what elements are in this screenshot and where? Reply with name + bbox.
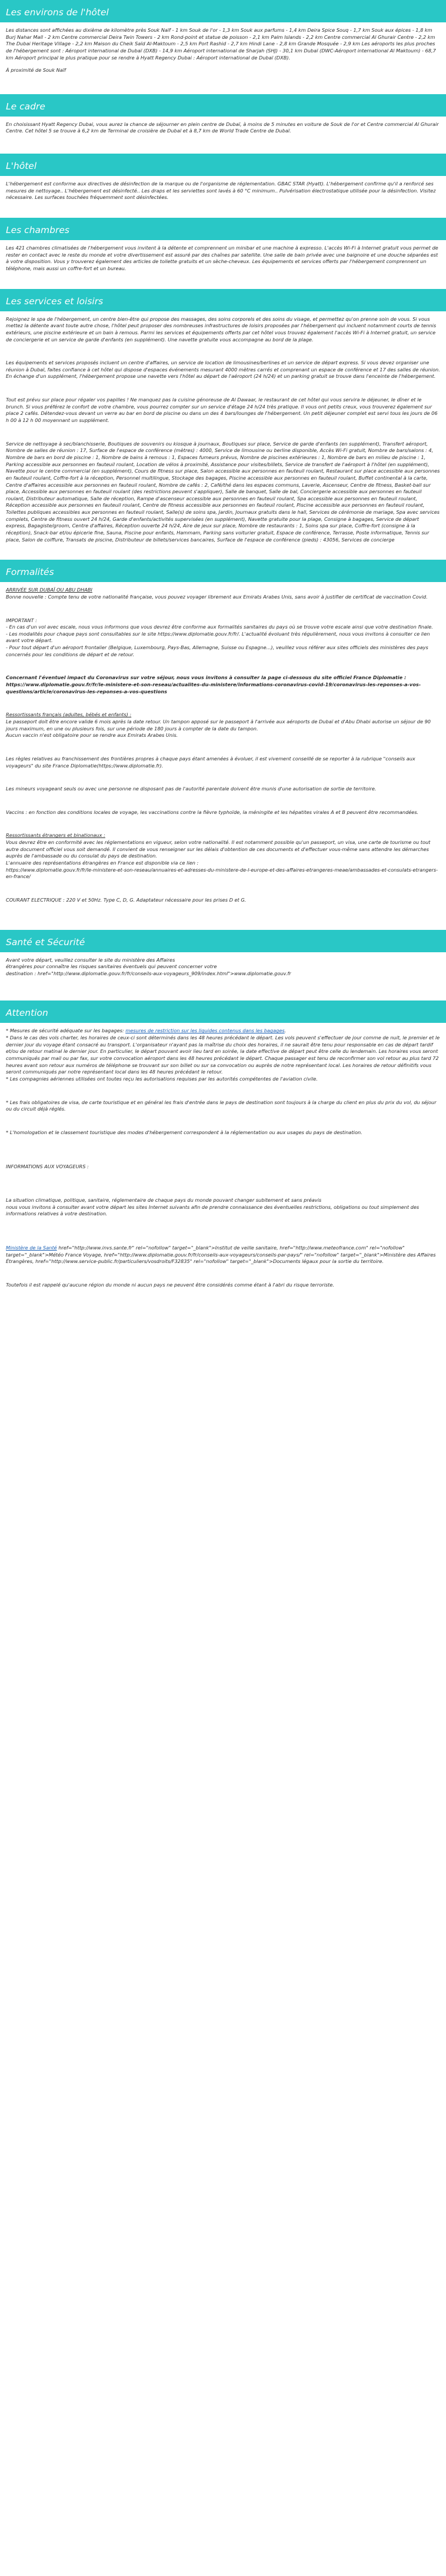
- uae-text: Bonne nouvelle : Compte tenu de votre nationalité française, vous pouvez voyager librement aux Emirats Arabes Unis, sans avoir à justifier de certificat de vaccination Covid.: [6, 593, 428, 600]
- services-paragraph-2: Les équipements et services proposés incluent un centre d'affaires, un service de location de limousines/berlines et un service de départ express. Si vous devez organiser une réunion à Dubaï, faites confiance à cet hôtel qui dispose d'espaces événements mesurant 4000 mètres carrés et comprenant un espace de conférence et 17 des salles de réunion. En échange d'un supplément, l'hébergement propose une navette vers l'hôtel au départ de l'aéroport (24 h/24) et un parking gratuit se trouve dans l'enceinte de l'hébergement.: [6, 360, 442, 380]
- section-title-cadre: Le cadre: [0, 94, 446, 117]
- attention-paragraph-2: * Les frais obligatoires de visa, de carte touristique et en général les frais d'entrée dans le pays de destination sont toujours à la charge du client en plus du prix du vol, du séjour ou du circuit déjà réglés.: [6, 1099, 438, 1112]
- ministere-sante-link[interactable]: Ministère de la Santé: [6, 1245, 57, 1251]
- section-hotel: [0, 154, 446, 214]
- coronavirus-notice: Concernant l'éventuel impact du Coronavirus sur votre séjour, nous vous invitons à consulter la page ci-dessous du site officiel France Diplomatie : https://www.diplomatie.gouv.fr/fr/le-ministere-et-son-reseau/actualites-du-ministere/informations-coronavirus-covid-19/coronavirus-les-reponses-a-vos-questions/article/coronavirus-les-reponses-a-vos-questions: [6, 674, 421, 694]
- info-text: La situation climatique, politique, sanitaire, réglementaire de chaque pays du monde pouvant changer subitement et sans préavis nous vous invitons à consulter avant votre départ les sites Internet suivants afin de prendre connaissance des éventuelles restrictions, obligations ou tout simplement des informations relatives à votre destination.: [6, 1197, 420, 1217]
- attention-paragraph-1: [6, 1028, 440, 1082]
- liquids-restriction-link[interactable]: mesures de restriction sur les liquides contenus dans les bagages: [125, 1028, 285, 1034]
- section-title-environs: Les environs de l'hôtel: [0, 0, 446, 22]
- sante-text: Avant votre départ, veuillez consulter le site du ministère des Affaires étrangères pour connaître les risques sanitaires éventuels qui peuvent concerner votre destination : href="http://www.diplomatie.gouv.fr/fr/conseils-aux-voyageurs_909/index.html">www.diplomatie.gouv.fr: [6, 956, 291, 976]
- info-label: INFORMATIONS AUX VOYAGEURS :: [6, 1163, 89, 1169]
- rules-text: Les règles relatives au franchissement des frontières propres à chaque pays étant amenées à évoluer, il est vivement conseillé de se reporter à la rubrique "conseils aux voyageurs" du site France Diplomatie(https://www.diplomatie.fr).: [6, 755, 417, 769]
- section-environs: [0, 0, 446, 87]
- uae-heading: ARRIVÉE SUR DUBAÏ OU ABU DHABI: [6, 587, 92, 593]
- section-title-hotel: L'hôtel: [0, 154, 446, 176]
- services-paragraph-1: Rejoignez le spa de l'hébergement, un centre bien-être qui propose des massages, des soins corporels et des soins du visage, et permettez qu'on prenne soin de vous. Si vous mettez la détente avant toute autre chose, l'hôtel peut proposer des nombreuses infrastructures de loisirs proposées par l'hébergement qui incluent notamment courts de tennis extérieurs, une piscine extérieure et un bain à remous. Parmi les services et équipements offerts par cet hôtel vous trouvez également l'accès Wi-Fi à Internet gratuit, un service de conciergerie et un service de garde d'enfants (en supplément). Une navette gratuite vous accompagne au bord de la plage.: [6, 315, 438, 343]
- section-title-attention: Attention: [0, 1001, 446, 1023]
- info-links-text: href="http://www.invs.sante.fr" rel="nofollow" target="_blank">Institut de veille sanitaire, href="http://www.meteofrance.com" rel="nofollow" target="_blank">Météo France Voyage, href="http://www.diplomatie.gouv.fr/fr/conseils-aux-voyageurs/conseils-par-pays/" rel="nofollow" target="_blank">Ministère des Affaires Étrangères, href="http://www.service-public.fr/particuliers/vosdroits/F32835" rel="nofollow" target="_blank">Documents légaux pour la sortie du territoire.: [6, 1245, 438, 1265]
- chambres-text: Les 421 chambres climatisées de l'hébergement vous invitent à la détente et comprennent un minibar et une machine à expresso. L'accès Wi-Fi à Internet gratuit vous permet de rester en contact avec le reste du monde et votre divertissement est assuré par des chaînes par satellite. Une salle de bain privée avec une baignoire et une douche séparées est à votre disposition. Vous y trouverez également des articles de toilette gratuits et un sèche-cheveux. Les équipements et services offerts par l'hébergement comprennent un téléphone, mais aussi un coffre-fort et un bureau.: [6, 245, 440, 271]
- section-title-services: Les services et loisirs: [0, 289, 446, 311]
- environs-text: Les distances sont affichées au dixième de kilomètre près Souk Naïf - 1 km Souk de l'or - 1,3 km Souk aux parfums - 1,4 km Deira Spice Souq - 1,7 km Souk aux épices - 1,8 km Burj Nahar Mall - 2 km Centre commercial Deira Twin Towers - 2 km Rond-point et statue de poisson - 2,1 km Palm Islands - 2,2 km Centre commercial Al Ghurair Centre - 2,2 km The Dubai Heritage Village - 2,2 km Maison du Cheik Saïd Al-Maktoum - 2,5 km Port Rashid - 2,7 km Hindi Lane - 2,8 km Grande Mosquée - 2,9 km Les aéroports les plus proches de l'hébergement sont : Aéroport international de Dubaï (DXB) - 14,9 km Aéroport international de Sharjah (SHJ) - 30,1 km Dubaï (DWC-Aéroport international Al Maktoum) - 68,7 km Aéroport principal le plus pratique pour se rendre à Hyatt Regency Dubai : Aéroport international de Dubaï (DXB).: [6, 27, 438, 61]
- hotel-text: L'hébergement est conforme aux directives de désinfection de la marque ou de l'organisme de réglementation. GBAC STAR (Hyatt). L'hébergement confirme qu'il a renforcé ses mesures de nettoyage.. L'hébergement est désinfecté.. Les draps et les serviettes sont lavés à 60 °C minimum.. Pulvérisation électrostatique utilisée pour la désinfection. Visitez nécessaire. Les surfaces touchées fréquemment sont désinfectées.: [6, 181, 438, 201]
- electric-current: COURANT ELECTRIQUE : 220 V et 50Hz. Type C, D, G. Adaptateur nécessaire pour les prises D et G.: [6, 896, 247, 903]
- services-paragraph-4: Service de nettoyage à sec/blanchisserie, Boutiques de souvenirs ou kiosque à journaux, Boutiques sur place, Service de garde d'enfants (en supplément), Transfert aéroport, Nombre de salles de réunion : 17, Surface de l'espace de conférence (mètres) : 4000, Service de limousine ou berline disponible, Accès Wi-Fi gratuit, Nombre de bars/salons : 4, Nombre de bars en bord de piscine : 1, Nombre de bains à remous : 1, Espaces fumeurs prévus, Nombre de piscines extérieures : 1, Nombre de bars en milieu de piscine : 1, Parking accessible aux personnes en fauteuil roulant, Location de vélos à proximité, Assistance pour visites/billets, Service de transfert de l'aéroport à l'hôtel (en supplément), Navette pour le centre commercial (en supplément), Cours de fitness sur place, Salon accessible aux personnes en fauteuil roulant, Restaurant sur place accessible aux personnes en fauteuil roulant, Coffre-fort à la réception, Personnel multilingue, Stockage des bagages, Piscine accessible aux personnes en fauteuil roulant, Buffet continental à la carte, Centre d'affaires accessible aux personnes en fauteuil roulant, Nombre de cafés : 2, Café/thé dans les espaces communs, Laverie, Ascenseur, Centre de fitness, Basket-ball sur place, Accessible aux personnes en fauteuil roulant (des restrictions peuvent s'appliquer), Salle de banquet, Salle de bal, Conciergerie accessible aux personnes en fauteuil roulant, Distributeur automatique, Salle de réception, Rampe d'ascenseur accessible aux personnes en fauteuil roulant, Spa accessible aux personnes en fauteuil roulant, Réception accessible aux personnes en fauteuil roulant, Centre de fitness accessible aux personnes en fauteuil roulant, Piscine accessible aux personnes en fauteuil roulant, Toilettes publiques accessibles aux personnes en fauteuil roulant, Salle(s) de soins spa, Jardin, Journaux gratuits dans le hall, Services de cérémonie de mariage, Spa avec services complets, Centre de fitness ouvert 24 h/24, Garde d'enfants/activités supervisées (en supplément), Navette gratuite pour la plage, Consigne à bagages, Service de départ express, Bagagiste/groom, Centre d'affaires, Réception ouverte 24 h/24, Aire de jeux sur place, Nombre de restaurants : 1, Soins spa sur place, Coffre-fort (consigne à la réception), Snack-bar et/ou épicerie fine, Sauna, Piscine pour enfants, Hammam, Parking sans voiturier gratuit, Espace de conférence, Terrasse, Poste informatique, Tennis sur place, Salon de coiffure, Transats de piscine, Distributeur de billets/services bancaires, Surface de l'espace de conférence (pieds) : 43056, Services de concierge: [6, 440, 442, 543]
- foreign-heading: Ressortissants étrangers et binationaux :: [6, 832, 105, 839]
- cadre-text: En choisissant Hyatt Regency Dubai, vous aurez la chance de séjourner en plein centre de Dubaï, à moins de 5 minutes en voiture de Souk de l'or et Centre commercial Al Ghurair Centre. Cet hôtel 5 se trouve à 6,2 km de Terminal de croisière de Dubaï et à 8,7 km de World Trade Centre de Dubaï.: [6, 121, 441, 134]
- section-attention: [0, 1001, 446, 1301]
- foreign-text: Vous devrez être en conformité avec les réglementations en vigueur, selon votre nationalité. Il est notamment possible qu'un passeport, un visa, une carte de tourisme ou tout autre document officiel vous soit demandé. Il convient de vous renseigner sur les délais d'obtention de ces documents et d'effectuer vous-même sans attendre les démarches auprès de l'ambassade ou du consulat du pays de destination. L'annuaire des représentations étrangères en France est disponible via ce lien : https://www.diplomatie.gouv.fr/fr/le-ministere-et-son-reseau/annuaires-et-adresses-du-ministere-de-l-europe-et-des-affaires-etrangeres-meae/ambassades-et-consulats-etrangers-en-france/: [6, 839, 438, 880]
- info-links: [6, 1245, 440, 1265]
- section-formalites: [0, 560, 446, 916]
- minors-text: Les mineurs voyageant seuls ou avec une personne ne disposant pas de l'autorité parentale doivent être munis d'une autorisation de sortie de territoire.: [6, 786, 377, 792]
- environs-proximity: À proximité de Souk Naïf: [6, 67, 66, 74]
- section-title-formalites: Formalités: [0, 560, 446, 582]
- important-label: IMPORTANT :: [6, 617, 37, 623]
- section-title-chambres: Les chambres: [0, 218, 446, 240]
- section-services: [0, 289, 446, 557]
- attention-p1-rest: . * Dans le cas des vols charter, les horaires de ceux-ci sont déterminés dans les 48 heures précédant le départ. Les vols peuvent s'effectuer de jour comme de nuit, le premier et le dernier jour du voyage étant consacré au transport. L'organisateur n'ayant pas la maîtrise du choix des horaires, il ne saurait être tenu pour responsable en cas de départ tardif et/ou de retour matinal le dernier jour. En particulier, le départ pouvant avoir lieu tard en soirée, la date effective de départ peut être celle du lendemain. Les horaires vous seront communiqués par mail ou par fax, sur votre convocation aéroport dans les 48 heures précédant le départ. Chaque passager est tenu de reconfirmer son vol retour au plus tard 72 heures avant son retour aux numéros de téléphone se trouvant sur son billet ou sur sa convocation ou auprès de notre représentant local. Les horaires de retour définitifs vous seront communiqués par notre représentant local dans les 48 heures précédant le retour. * Les compagnies aériennes utilisées ont toutes reçu les autorisations requises par les autorités compétentes de l'aviation civile.: [6, 1028, 440, 1082]
- services-paragraph-3: Tout est prévu sur place pour régaler vos papilles ! Ne manquez pas la cuisine génoreuse de Al Dawaar, le restaurant de cet hôtel qui vous servira le déjeuner, le dîner et le brunch. Si vous préférez le confort de votre chambre, vous pourrez compter sur un service d'étage 24 h/24 très pratique. Il vous ont petits creux, vous trouverez également sur place 2 cafés. Détendez-vous devant un verre au bar en bord de piscine ou dans un des 4 bars/lounges de l'hébergement. Un petit déjeuner complet est servi tous les jours de 06 h 00 à 12 h 00 moyennant un supplément.: [6, 397, 440, 424]
- important-text: - En cas d'un vol avec escale, nous vous informons que vous devrez être conforme aux formalités sanitaires du pays où se trouve votre escale ainsi que votre destination finale. - Les modalités pour chaque pays sont consultables sur le site https://www.diplomatie.gouv.fr/fr/. L'actualité évoluant très régulièrement, nous vous invitons à consulter ce lien avant votre départ. - Pour tout départ d'un aéroport frontalier (Belgique, Luxembourg, Pays-Bas, Allemagne, Suisse ou Espagne...), veuillez vous référer aux sites officiels des ministères des pays concernés pour les conditions de départ et de retour.: [6, 624, 433, 657]
- vaccines-text: Vaccins : en fonction des conditions locales de voyage, les vaccinations contre la fièvre typhoïde, la méningite et les hépatites virales A et B peuvent être recommandées.: [6, 809, 419, 815]
- final-text: Toutefois il est rappelé qu'aucune région du monde ni aucun pays ne peuvent être considérés comme étant à l'abri du risque terroriste.: [6, 1282, 334, 1288]
- section-sante: [0, 930, 446, 990]
- attention-p1-prefix: * Mesures de sécurité adéquate sur les bagages:: [6, 1028, 126, 1034]
- attention-paragraph-3: * L'homologation et le classement touristique des modes d'hébergement correspondent à la réglementation ou aux usages du pays de destination.: [6, 1129, 362, 1135]
- section-chambres: [0, 218, 446, 285]
- section-title-sante: Santé et Sécurité: [0, 930, 446, 952]
- section-cadre: [0, 94, 446, 148]
- eu-heading: Ressortissants français (adultes, bébés et enfants) :: [6, 712, 132, 718]
- eu-text: Le passeport doit être encore valide 6 mois après la date retour. Un tampon apposé sur le passeport à l'arrivée aux aéroports de Dubaï et d'Abu Dhabi autorise un séjour de 90 jours maximum, en une ou plusieurs fois, sur une période de 180 jours à compter de la date du tampon. Aucun vaccin n'est obligatoire pour se rendre aux Emirats Arabes Unis.: [6, 718, 431, 739]
